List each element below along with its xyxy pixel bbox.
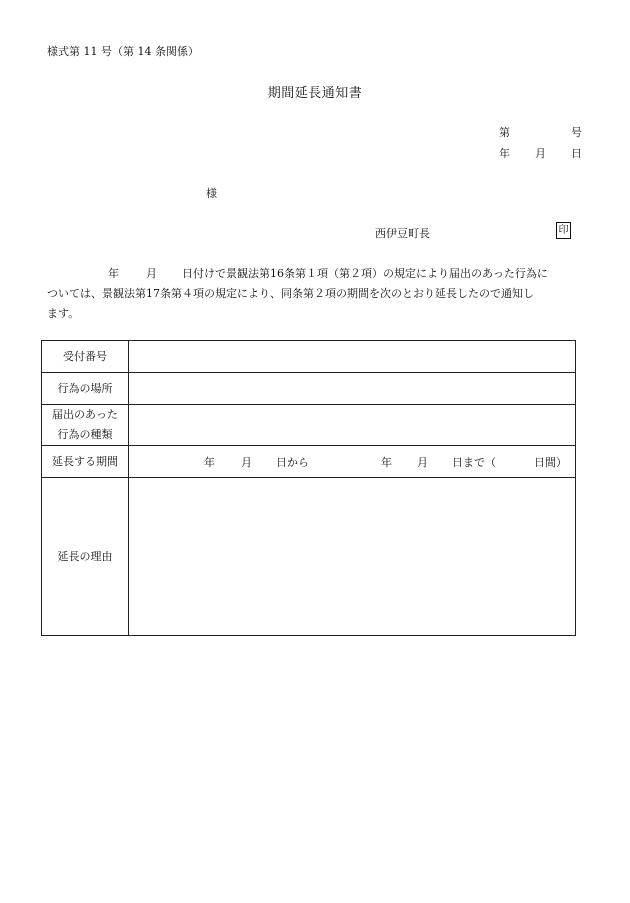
body-text-line-1: 日付けで景観法第16条第１項（第２項）の規定により届出のあった行為に [182,267,548,280]
period-to-month: 月 [417,456,428,469]
receipt-number-label: 受付番号 [42,341,129,373]
table-row-receipt-number [42,341,576,373]
reason-value [129,478,576,636]
period-to-day: 日まで（ [452,456,496,469]
addressee-suffix: 様 [206,187,217,200]
period-days-suffix: 日間） [534,456,567,469]
form-number: 様式第 11 号（第 14 条関係） [47,45,199,58]
activity-type-value [129,405,576,446]
activity-type-label [42,405,129,446]
doc-number-suffix: 号 [571,126,582,139]
document-title: 期間延長通知書 [267,86,363,101]
date-year-label: 年 [499,147,510,160]
period-from-month: 月 [241,456,252,469]
location-label: 行為の場所 [42,373,129,405]
notice-details-table [41,340,576,636]
extension-period-value [129,446,576,478]
location-value [129,373,576,405]
extension-period-label: 延長する期間 [42,446,129,478]
table-row-location [42,373,576,405]
table-row-reason [42,478,576,636]
table-row-extension-period [42,446,576,478]
period-from-year: 年 [204,456,215,469]
date-month-label: 月 [535,147,546,160]
reason-label: 延長の理由 [42,478,129,636]
doc-number-label: 第 [499,126,510,139]
activity-type-label-line-1: 届出のあった [52,408,118,421]
seal-mark: 印 [556,222,571,239]
table-row-activity-type [42,405,576,446]
body-text-line-3: ます。 [47,307,80,320]
body-year-label: 年 [108,267,119,280]
body-month-label: 月 [146,267,157,280]
activity-type-label-line-2: 行為の種類 [57,428,113,441]
date-day-label: 日 [571,147,582,160]
period-from-day: 日から [276,456,309,469]
period-to-year: 年 [381,456,392,469]
body-text-line-2: ついては、景観法第17条第４項の規定により、同条第２項の期間を次のとおり延長したので通知し [47,287,534,300]
receipt-number-value [129,341,576,373]
issuer-name: 西伊豆町長 [375,227,430,240]
